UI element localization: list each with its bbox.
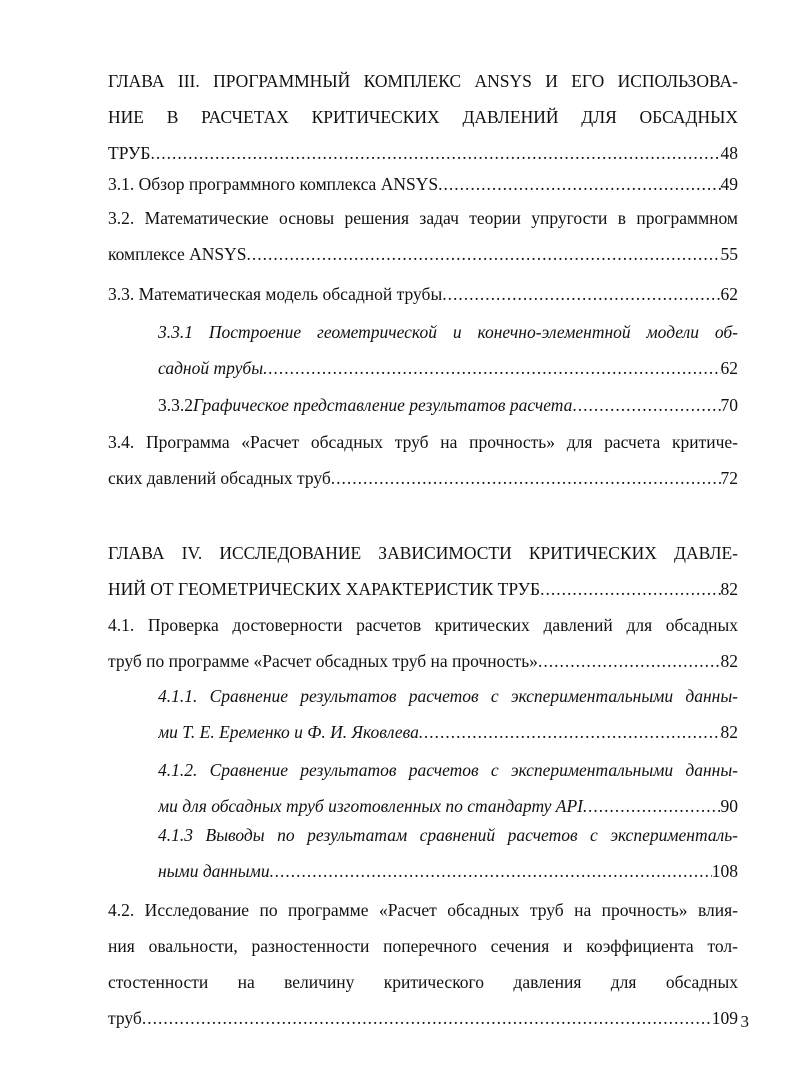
toc-last-line <box>108 166 738 202</box>
toc-text: ТРУБ <box>108 143 151 163</box>
toc-line: 3.2. Математические основы решения задач теории упругости в программном <box>108 208 738 228</box>
toc-text: ми для обсадных труб изготовленных по стандарту API <box>158 796 583 816</box>
dot-leader <box>572 387 720 423</box>
toc-text: ными данными <box>158 861 270 881</box>
toc-entry-3-3-2[interactable] <box>158 387 738 423</box>
toc-page-number: 82 <box>720 579 738 599</box>
toc-line: 4.1.1. Сравнение результатов расчетов с экспериментальными данны- <box>158 686 738 706</box>
toc-page-number: 108 <box>711 861 738 881</box>
dot-leader <box>247 236 721 272</box>
toc-text: садной трубы <box>158 358 264 378</box>
toc-line: 3.3.1 Построение геометрической и конечно-элементной модели об- <box>158 322 738 342</box>
page-number: 3 <box>740 1012 749 1031</box>
toc-page-number: 82 <box>720 722 738 742</box>
dot-leader <box>442 276 720 312</box>
toc-page-number: 109 <box>711 1008 738 1028</box>
dot-leader <box>263 350 720 386</box>
toc-entry-4-1[interactable] <box>108 607 738 679</box>
toc-entry-3-3[interactable] <box>108 276 738 312</box>
toc-last-line <box>108 236 738 272</box>
toc-text: труб <box>108 1008 142 1028</box>
toc-text: Графическое представление результатов расчета <box>193 395 573 415</box>
toc-line: 4.1.3 Выводы по результатам сравнений расчетов с эксперименталь- <box>158 825 738 845</box>
dot-leader <box>438 166 720 202</box>
toc-text: 3.1. Обзор программного комплекса ANSYS <box>108 174 439 194</box>
toc-last-line <box>108 643 738 679</box>
toc-line: 3.4. Программа «Расчет обсадных труб на прочность» для расчета критиче- <box>108 432 738 452</box>
toc-last-line <box>158 714 738 750</box>
toc-entry-4-1-1[interactable] <box>158 678 738 750</box>
toc-page-number: 82 <box>720 651 738 671</box>
dot-leader <box>331 460 721 496</box>
toc-entry-4-1-2[interactable] <box>158 752 738 824</box>
toc-line: 4.2. Исследование по программе «Расчет обсадных труб на прочность» влия- <box>108 900 738 920</box>
toc-line: ГЛАВА IV. ИССЛЕДОВАНИЕ ЗАВИСИМОСТИ КРИТИЧЕСКИХ ДАВЛЕ- <box>108 543 738 563</box>
toc-page-number: 62 <box>720 284 738 304</box>
toc-line: НИЕ В РАСЧЕТАХ КРИТИЧЕСКИХ ДАВЛЕНИЙ ДЛЯ ОБСАДНЫХ <box>108 107 738 127</box>
toc-page-number: 49 <box>720 174 738 194</box>
toc-last-line <box>158 350 738 386</box>
dot-leader <box>142 1000 712 1036</box>
toc-page-number: 55 <box>720 244 738 264</box>
toc-number: 3.3.2 <box>158 395 193 415</box>
toc-last-line <box>158 853 738 889</box>
dot-leader <box>419 714 721 750</box>
toc-line: ния овальности, разностенности поперечного сечения и коэффициента тол- <box>108 936 738 956</box>
toc-page-number: 70 <box>720 395 738 415</box>
dot-leader <box>538 643 721 679</box>
toc-page-number: 48 <box>720 143 738 163</box>
toc-line: ГЛАВА III. ПРОГРАММНЫЙ КОМПЛЕКС ANSYS И ЕГО ИСПОЛЬЗОВА- <box>108 71 738 91</box>
toc-entry-3-2[interactable] <box>108 200 738 272</box>
toc-text: 3.3. Математическая модель обсадной трубы <box>108 284 443 304</box>
toc-last-line <box>108 460 738 496</box>
toc-line: 4.1.2. Сравнение результатов расчетов с экспериментальными данны- <box>158 760 738 780</box>
toc-last-line <box>108 571 738 607</box>
toc-text: НИЙ ОТ ГЕОМЕТРИЧЕСКИХ ХАРАКТЕРИСТИК ТРУБ <box>108 579 541 599</box>
toc-text: комплексе ANSYS <box>108 244 247 264</box>
toc-last-line <box>158 387 738 423</box>
toc-entry-chapter-4[interactable] <box>108 535 738 607</box>
toc-page-number: 62 <box>720 358 738 378</box>
toc-entry-3-4[interactable] <box>108 424 738 496</box>
toc-entry-4-2[interactable] <box>108 892 738 1036</box>
toc-line: стостенности на величину критического давления для обсадных <box>108 972 738 992</box>
dot-leader <box>540 571 720 607</box>
toc-entry-3-3-1[interactable] <box>158 314 738 386</box>
toc-page-number: 72 <box>720 468 738 488</box>
toc-last-line <box>108 276 738 312</box>
toc-entry-chapter-3[interactable] <box>108 63 738 171</box>
toc-last-line <box>108 1000 738 1036</box>
toc-text: труб по программе «Расчет обсадных труб на прочность» <box>108 651 538 671</box>
toc-text: ских давлений обсадных труб <box>108 468 331 488</box>
toc-line: 4.1. Проверка достоверности расчетов критических давлений для обсадных <box>108 615 738 635</box>
toc-page-number: 90 <box>720 796 738 816</box>
toc-entry-4-1-3[interactable] <box>158 817 738 889</box>
toc-text: ми Т. Е. Еременко и Ф. И. Яковлева <box>158 722 419 742</box>
toc-entry-3-1[interactable] <box>108 166 738 202</box>
dot-leader <box>270 853 712 889</box>
